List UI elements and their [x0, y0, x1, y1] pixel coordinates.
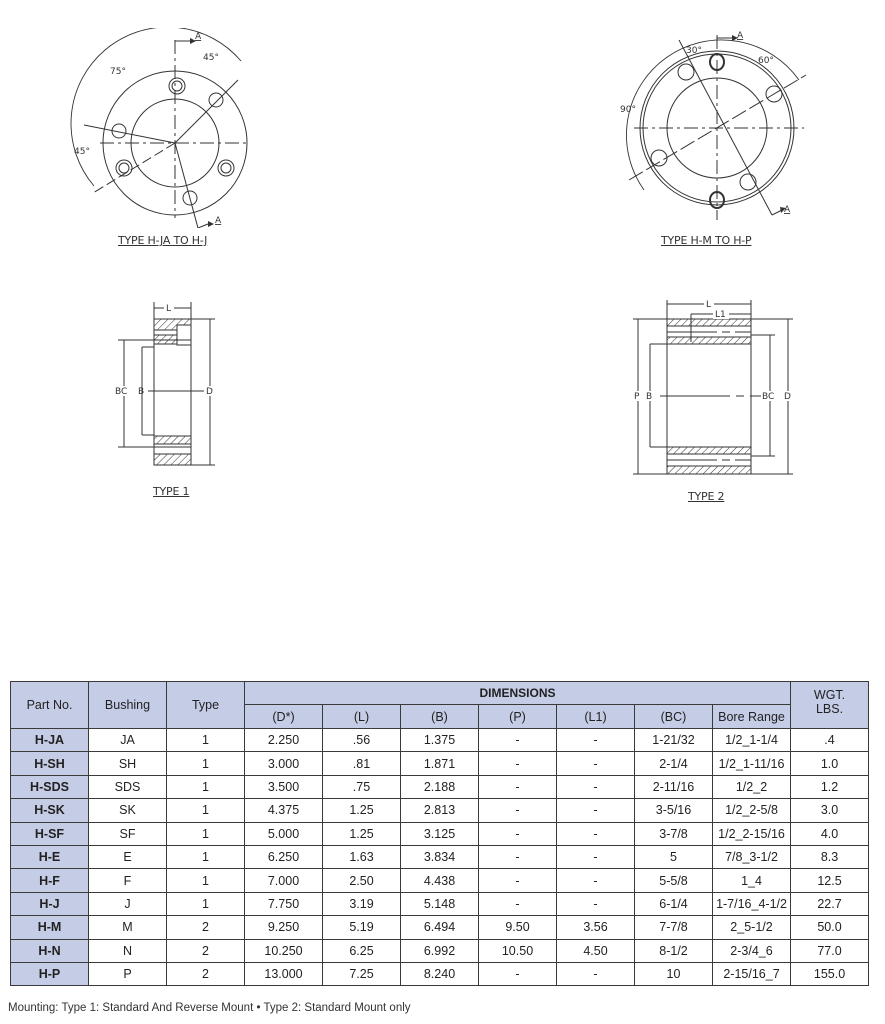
cell-bushing: SF [89, 822, 167, 845]
cell-l: 7.25 [323, 962, 401, 985]
cell-part: H-SF [11, 822, 89, 845]
cell-l: 6.25 [323, 939, 401, 962]
cell-bore: 1/2_2-5/8 [713, 799, 791, 822]
cell-type: 2 [167, 916, 245, 939]
cell-d: 3.000 [245, 752, 323, 775]
cell-b: 3.834 [401, 845, 479, 868]
cell-bc: 3-7/8 [635, 822, 713, 845]
cell-l: 5.19 [323, 916, 401, 939]
cell-wgt: 50.0 [791, 916, 869, 939]
cell-bore: 1/2_2 [713, 775, 791, 798]
cell-bc: 8-1/2 [635, 939, 713, 962]
table-row [11, 752, 869, 775]
cell-p: - [479, 845, 557, 868]
cell-type: 2 [167, 962, 245, 985]
header-bore-range: Bore Range [713, 705, 791, 729]
cell-b: 5.148 [401, 892, 479, 915]
cell-type: 1 [167, 845, 245, 868]
cell-part: H-JA [11, 729, 89, 752]
dim-label-l: L [706, 300, 712, 310]
header-p: (P) [479, 705, 557, 729]
cell-part: H-P [11, 962, 89, 985]
header-type: Type [167, 682, 245, 729]
header-bc: (BC) [635, 705, 713, 729]
cell-bore: 1/2_2-15/16 [713, 822, 791, 845]
cell-part: H-J [11, 892, 89, 915]
cell-l1: - [557, 962, 635, 985]
cell-part: H-SK [11, 799, 89, 822]
flange-face-drawing-1 [60, 28, 260, 228]
cell-wgt: 77.0 [791, 939, 869, 962]
section-a-label-bottom: A [215, 216, 222, 226]
cell-b: 2.813 [401, 799, 479, 822]
cell-p: - [479, 775, 557, 798]
caption-type-hja-hj: TYPE H-JA TO H-J [118, 234, 208, 247]
section-a-label-bottom: A [784, 205, 791, 215]
cell-part: H-SDS [11, 775, 89, 798]
cell-l1: - [557, 775, 635, 798]
cell-l1: - [557, 869, 635, 892]
cell-wgt: 155.0 [791, 962, 869, 985]
cell-bore: 7/8_3-1/2 [713, 845, 791, 868]
cell-l: 1.63 [323, 845, 401, 868]
caption-type-1: TYPE 1 [153, 485, 190, 498]
cell-p: - [479, 752, 557, 775]
cell-bushing: E [89, 845, 167, 868]
table-row [11, 962, 869, 985]
cell-b: 1.375 [401, 729, 479, 752]
table-row [11, 775, 869, 798]
cell-bore: 2-3/4_6 [713, 939, 791, 962]
cell-wgt: 3.0 [791, 799, 869, 822]
header-l: (L) [323, 705, 401, 729]
cell-bushing: JA [89, 729, 167, 752]
cell-l1: - [557, 729, 635, 752]
dim-label-l1: L1 [715, 310, 726, 320]
cell-bc: 3-5/16 [635, 799, 713, 822]
cell-bc: 5 [635, 845, 713, 868]
type-2-section-drawing [630, 292, 800, 477]
dim-label-p: P [634, 392, 640, 402]
cell-bore: 2-15/16_7 [713, 962, 791, 985]
cell-l: 2.50 [323, 869, 401, 892]
face-view-type-hm-hp [614, 30, 824, 230]
cell-type: 1 [167, 729, 245, 752]
cell-d: 7.000 [245, 869, 323, 892]
cell-bore: 1_4 [713, 869, 791, 892]
header-d: (D*) [245, 705, 323, 729]
cell-wgt: 4.0 [791, 822, 869, 845]
section-a-label-top: A [737, 31, 744, 41]
header-dimensions: DIMENSIONS [245, 682, 791, 705]
table-row [11, 869, 869, 892]
cell-b: 2.188 [401, 775, 479, 798]
dim-label-d: D [206, 387, 213, 397]
table-row [11, 822, 869, 845]
cell-bc: 5-5/8 [635, 869, 713, 892]
cell-bushing: N [89, 939, 167, 962]
flange-face-drawing-2 [614, 30, 824, 230]
cell-l: 1.25 [323, 799, 401, 822]
cell-type: 1 [167, 822, 245, 845]
cell-bushing: SDS [89, 775, 167, 798]
header-part-no: Part No. [11, 682, 89, 729]
cell-l1: - [557, 845, 635, 868]
cell-bore: 2_5-1/2 [713, 916, 791, 939]
cell-bc: 6-1/4 [635, 892, 713, 915]
cell-l1: 4.50 [557, 939, 635, 962]
cell-type: 1 [167, 799, 245, 822]
cell-part: H-M [11, 916, 89, 939]
cell-d: 9.250 [245, 916, 323, 939]
header-weight [791, 682, 869, 729]
cell-p: - [479, 962, 557, 985]
cell-wgt: 12.5 [791, 869, 869, 892]
cell-bushing: J [89, 892, 167, 915]
cell-l: 1.25 [323, 822, 401, 845]
cell-bc: 1-21/32 [635, 729, 713, 752]
cell-bc: 7-7/8 [635, 916, 713, 939]
cell-l1: 3.56 [557, 916, 635, 939]
dim-label-bc: BC [762, 392, 775, 402]
type-1-section-drawing [110, 292, 230, 472]
cell-p: - [479, 869, 557, 892]
cell-bore: 1-7/16_4-1/2 [713, 892, 791, 915]
cell-l1: - [557, 752, 635, 775]
angle-label-30: 30° [686, 46, 702, 56]
cell-l1: - [557, 799, 635, 822]
cell-bc: 10 [635, 962, 713, 985]
table-row [11, 939, 869, 962]
cell-d: 10.250 [245, 939, 323, 962]
table-row [11, 916, 869, 939]
cell-bc: 2-1/4 [635, 752, 713, 775]
table-row [11, 845, 869, 868]
cell-b: 6.494 [401, 916, 479, 939]
cell-bushing: M [89, 916, 167, 939]
cell-wgt: 1.2 [791, 775, 869, 798]
cell-p: - [479, 729, 557, 752]
cell-wgt: .4 [791, 729, 869, 752]
cell-part: H-N [11, 939, 89, 962]
cell-bore: 1/2_1-1/4 [713, 729, 791, 752]
mounting-footnote: Mounting: Type 1: Standard And Reverse Mount • Type 2: Standard Mount only [8, 1002, 411, 1014]
cell-bushing: SH [89, 752, 167, 775]
cell-wgt: 1.0 [791, 752, 869, 775]
header-bushing: Bushing [89, 682, 167, 729]
cell-p: 10.50 [479, 939, 557, 962]
cell-type: 1 [167, 869, 245, 892]
cell-d: 7.750 [245, 892, 323, 915]
cell-b: 6.992 [401, 939, 479, 962]
cell-d: 6.250 [245, 845, 323, 868]
cell-bushing: F [89, 869, 167, 892]
cell-l1: - [557, 822, 635, 845]
header-b: (B) [401, 705, 479, 729]
angle-label-90: 90° [620, 105, 636, 115]
cell-type: 1 [167, 775, 245, 798]
section-view-type-2 [630, 292, 800, 477]
table-row [11, 892, 869, 915]
cell-p: - [479, 799, 557, 822]
header-l1: (L1) [557, 705, 635, 729]
dim-label-b: B [138, 387, 145, 397]
dim-label-bc: BC [115, 387, 128, 397]
caption-type-2: TYPE 2 [688, 490, 725, 503]
cell-type: 1 [167, 892, 245, 915]
cell-d: 3.500 [245, 775, 323, 798]
cell-b: 8.240 [401, 962, 479, 985]
bushing-dimensions-table [10, 681, 869, 986]
dim-label-l: L [166, 304, 172, 314]
cell-l1: - [557, 892, 635, 915]
cell-type: 2 [167, 939, 245, 962]
cell-d: 4.375 [245, 799, 323, 822]
section-view-type-1 [110, 292, 230, 472]
cell-b: 4.438 [401, 869, 479, 892]
dim-label-d: D [784, 392, 791, 402]
angle-label-75: 75° [110, 67, 126, 77]
angle-label-45-top: 45° [203, 53, 219, 63]
cell-d: 2.250 [245, 729, 323, 752]
section-a-label-top: A [195, 32, 202, 42]
table-row [11, 729, 869, 752]
cell-p: 9.50 [479, 916, 557, 939]
cell-b: 3.125 [401, 822, 479, 845]
angle-label-60: 60° [758, 56, 774, 66]
cell-wgt: 8.3 [791, 845, 869, 868]
cell-bore: 1/2_1-11/16 [713, 752, 791, 775]
cell-bushing: SK [89, 799, 167, 822]
cell-b: 1.871 [401, 752, 479, 775]
cell-d: 13.000 [245, 962, 323, 985]
cell-l: .75 [323, 775, 401, 798]
cell-l: 3.19 [323, 892, 401, 915]
cell-part: H-E [11, 845, 89, 868]
cell-p: - [479, 892, 557, 915]
cell-type: 1 [167, 752, 245, 775]
dim-label-b: B [646, 392, 653, 402]
table-row [11, 799, 869, 822]
cell-p: - [479, 822, 557, 845]
angle-label-45-left: 45° [74, 147, 90, 157]
cell-part: H-SH [11, 752, 89, 775]
cell-bushing: P [89, 962, 167, 985]
face-view-type-hja-hj [60, 28, 260, 228]
cell-part: H-F [11, 869, 89, 892]
cell-l: .81 [323, 752, 401, 775]
cell-d: 5.000 [245, 822, 323, 845]
header-weight-line1: WGT. [813, 688, 846, 702]
cell-wgt: 22.7 [791, 892, 869, 915]
cell-bc: 2-11/16 [635, 775, 713, 798]
cell-l: .56 [323, 729, 401, 752]
header-weight-line2: LBS. [815, 702, 844, 716]
caption-type-hm-hp: TYPE H-M TO H-P [661, 234, 752, 247]
